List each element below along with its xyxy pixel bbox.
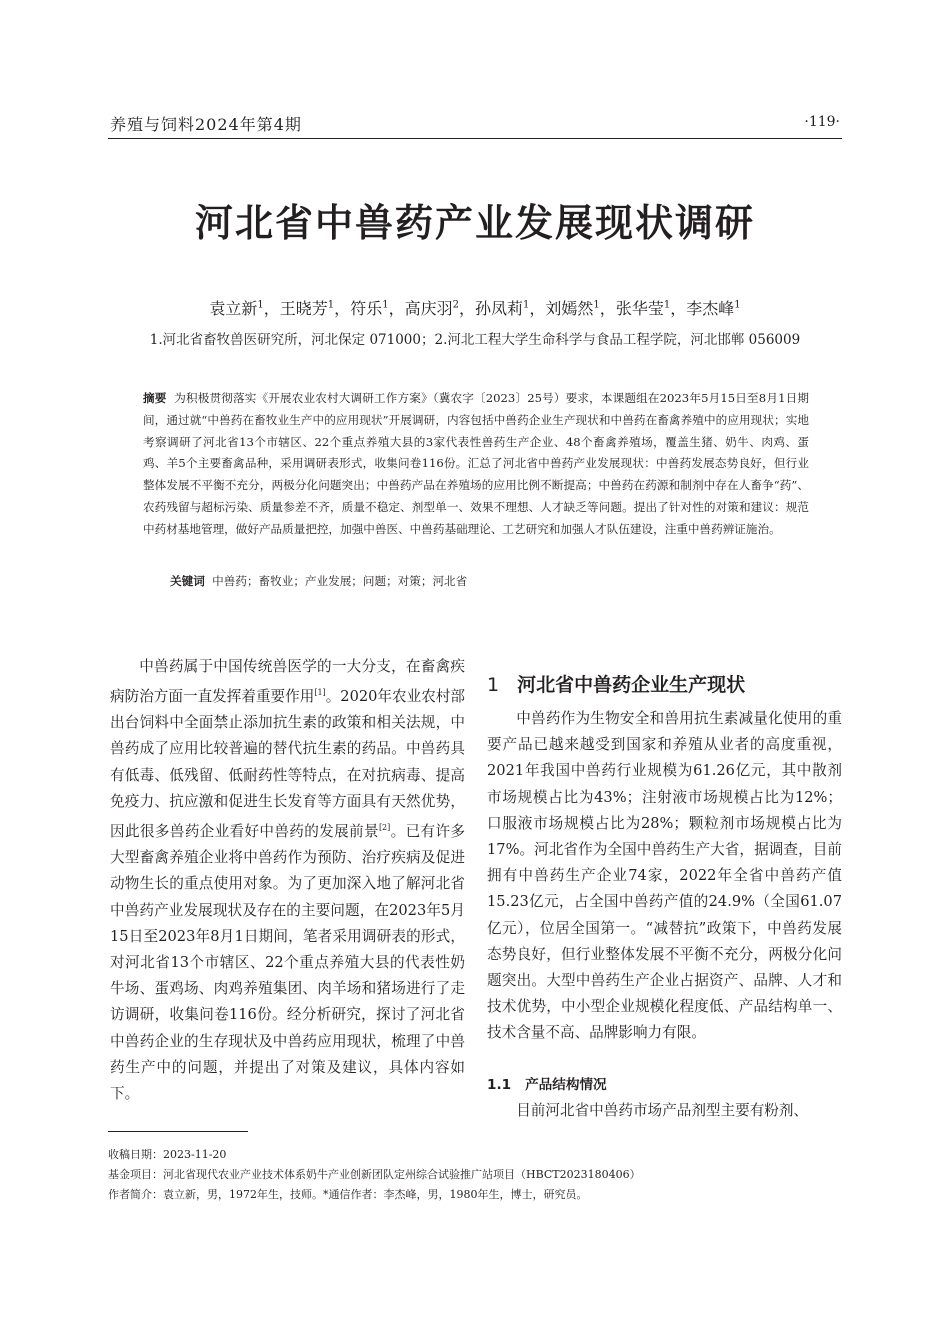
footnote-fund: 基金项目：河北省现代农业产业技术体系奶牛产业创新团队定州综合试验推广站项目（HBCT2023180406） (108, 1168, 641, 1181)
author: 孙凤莉 (475, 299, 524, 318)
section-number: 1 (487, 674, 500, 696)
abstract (143, 388, 809, 541)
intro-paragraph (110, 654, 465, 1107)
author: 张华莹 (615, 299, 664, 318)
abstract-text: 为积极贯彻落实《开展农业农村大调研工作方案》（冀农字〔2023〕25号）要求，本课题组在2023年5月15日至8月1日期间，通过就“中兽药在畜牧业生产中的应用现状”开展调研，内容包括中兽药企业生产现状和中兽药在畜禽养殖中的应用现状；实地考察调研了河北省13个市辖区、22个重点养殖大县的3家代表性兽药生产企业、48个畜禽养殖场，覆盖生猪、奶牛、肉鸡、蛋鸡、羊5个主要畜禽品种，采用调研表形式，收集问卷116份。汇总了河北省中兽药产业发展现状：中兽药发展态势良好，但行业整体发展不平衡不充分，两极分化问题突出；中兽药产品在养殖场的应用比例不断提高；中兽药在药源和制剂中存在人畜争“药”、农药残留与超标污染、质量参差不齐，质量不稳定、剂型单一、效果不理想、人才缺乏等问题。提出了针对性的对策和建议：规范中药材基地管理，做好产品质量把控，加强中兽医、中兽药基础理论、工艺研究和加强人才队伍建设，注重中兽药辨证施治。 (143, 391, 809, 536)
footnote-rule (108, 1131, 248, 1132)
section-heading (487, 670, 745, 697)
author-affil-mark: 1 (257, 299, 264, 311)
author: 符乐 (350, 299, 383, 318)
author: 王晓芳 (279, 299, 328, 318)
keywords (170, 573, 810, 589)
header-rule (108, 138, 842, 139)
journal-header: 养殖与饲料2024年第4期 (110, 115, 302, 134)
author: 袁立新 (209, 299, 258, 318)
intro-text: 中兽药属于中国传统兽医学的一大分支，在畜禽疾病防治方面一直发挥着重要作用 (110, 658, 465, 706)
keywords-text: 中兽药；畜牧业；产业发展；问题；对策；河北省 (212, 574, 468, 588)
author-affil-mark: 1 (382, 299, 389, 311)
author-affil-mark: 1 (734, 299, 741, 311)
author-affil-mark: 1 (523, 299, 530, 311)
author-list: 袁立新$^1$，王晓芳$^1$，符乐$^1$，高庆羽$^2$，孙凤莉$^1$，刘嫣然$^1$，张华莹$^1$，李杰峰$^1$ (209, 299, 741, 318)
section-title: 河北省中兽药企业生产现状 (517, 674, 746, 696)
author: 高庆羽 (404, 299, 453, 318)
subsection-number: 1.1 (487, 1077, 512, 1093)
author: 刘嫣然 (545, 299, 594, 318)
page-number: ·119· (804, 114, 840, 130)
paper-title: 河北省中兽药产业发展现状调研 (194, 201, 755, 245)
author-affil-mark: 1 (327, 299, 335, 311)
citation-ref: [2] (378, 823, 391, 833)
footnote-author-info: 作者简介：袁立新，男，1972年生，技师。*通信作者：李杰峰，男，1980年生，博士，研究员。 (108, 1188, 588, 1201)
keywords-label: 关键词 (170, 574, 205, 588)
author-affil-mark: 1 (663, 299, 671, 311)
section-paragraph: 中兽药作为生物安全和兽用抗生素减量化使用的重要产品已越来越受到国家和养殖从业者的高度重视，2021年我国中兽药行业规模为61.26亿元，其中散剂市场规模占比为43%；注射液市场规模占比为12%；口服液市场规模占比为28%；颗粒剂市场规模占比为17%。河北省作为全国中兽药生产大省，据调查，目前拥有中兽药生产企业74家，2022年全省中兽药产值15.23亿元，占全国中兽药产值的24.9%（全国61.07亿元），位居全国第一。“减替抗”政策下，中兽药发展态势良好，但行业整体发展不平衡不充分，两极分化问题突出。大型中兽药生产企业占据资产、品牌、人才和技术优势，中小型企业规模化程度低、产品结构单一、技术含量不高、品牌影响力有限。 (487, 710, 842, 1042)
subsection-heading (487, 1073, 607, 1093)
subsection-paragraph: 目前河北省中兽药市场产品剂型主要有粉剂、 (516, 1102, 809, 1119)
author-affil-mark: 1 (593, 299, 600, 311)
abstract-label: 摘要 (143, 391, 167, 405)
citation-ref: [1] (314, 688, 326, 698)
footnote-received: 收稿日期：2023-11-20 (108, 1148, 227, 1161)
affiliations: 1.河北省畜牧兽医研究所，河北保定 071000；2.河北工程大学生命科学与食品工程学院，河北邯郸 056009 (149, 332, 801, 348)
intro-text: 。已有许多大型畜禽养殖企业将中兽药作为预防、治疗疾病及促进动物生长的重点使用对象。为了更加深入地了解河北省中兽药产业发展现状及存在的主要问题，在2023年5月15日至2023年8月1日期间，笔者采用调研表的形式，对河北省13个市辖区、22个重点养殖大县的代表性奶牛场、蛋鸡场、肉鸡养殖集团、肉羊场和猪场进行了走访调研，收集问卷116份。经分析研究，探讨了河北省中兽药企业的生存现状及中兽药应用现状，梳理了中兽药生产中的问题，并提出了对策及建议，具体内容如下。 (110, 822, 465, 1102)
author-affil-mark: 2 (452, 299, 459, 311)
author: 李杰峰 (686, 299, 735, 318)
subsection-title: 产品结构情况 (525, 1077, 607, 1093)
intro-text: 。2020年农业农村部出台饲料中全面禁止添加抗生素的政策和相关法规，中兽药成了应用比较普遍的替代抗生素的药品。中兽药具有低毒、低残留、低耐药性等特点，在对抗病毒、提高免疫力、抗应激和促进生长发育等方面具有天然优势，因此很多兽药企业看好中兽药的发展前景 (110, 688, 465, 840)
